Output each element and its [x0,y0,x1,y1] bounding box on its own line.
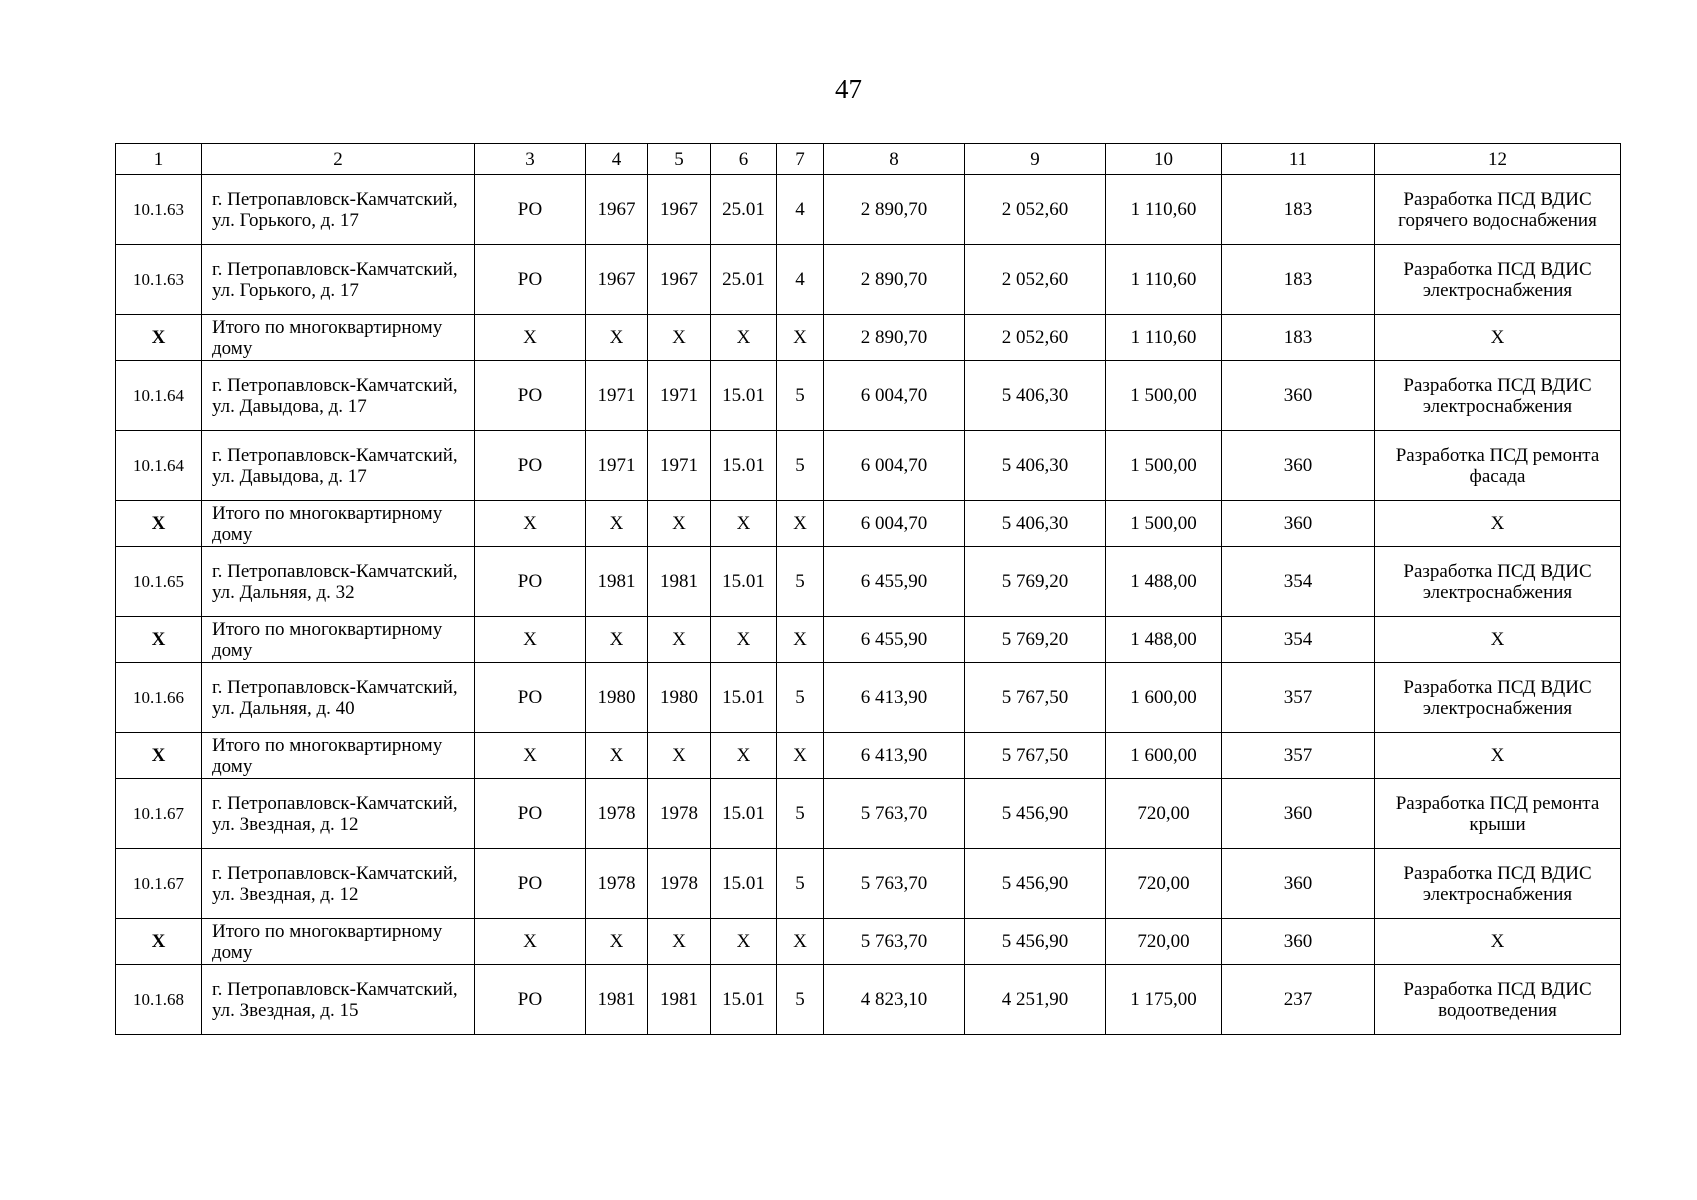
residents-cell: 354 [1222,617,1375,663]
work-description-cell: Х [1375,501,1621,547]
repair-type-cell: РО [475,663,586,733]
year-built-cell: 1981 [586,965,648,1035]
wall-material-cell: 25.01 [711,245,777,315]
total-area-cell: 6 004,70 [824,431,965,501]
address-cell: г. Петропавловск-Камчатский, ул. Звездная, д. 15 [202,965,475,1035]
living-area-cell: 5 406,30 [965,361,1106,431]
year-commissioned-cell: 1971 [648,361,711,431]
address-cell: Итого по многоквартирному дому [202,315,475,361]
year-commissioned-cell: 1978 [648,779,711,849]
work-description-cell: Х [1375,733,1621,779]
address-cell: г. Петропавловск-Камчатский, ул. Давыдова, д. 17 [202,431,475,501]
repair-type-cell: РО [475,245,586,315]
total-area-cell: 6 413,90 [824,733,965,779]
work-description-cell: Разработка ПСД ВДИС электроснабжения [1375,849,1621,919]
total-area-cell: 6 455,90 [824,617,965,663]
nonliving-area-cell: 1 488,00 [1106,617,1222,663]
total-area-cell: 2 890,70 [824,245,965,315]
nonliving-area-cell: 1 600,00 [1106,733,1222,779]
nonliving-area-cell: 1 500,00 [1106,361,1222,431]
address-cell: г. Петропавловск-Камчатский, ул. Дальняя, д. 40 [202,663,475,733]
nonliving-area-cell: 1 500,00 [1106,501,1222,547]
residents-cell: 183 [1222,245,1375,315]
table-row [116,849,1621,919]
nonliving-area-cell: 720,00 [1106,919,1222,965]
wall-material-cell: 15.01 [711,849,777,919]
living-area-cell: 5 406,30 [965,431,1106,501]
residents-cell: 360 [1222,849,1375,919]
year-built-cell: 1981 [586,547,648,617]
wall-material-cell: 25.01 [711,175,777,245]
work-description-cell: Разработка ПСД ВДИС электроснабжения [1375,245,1621,315]
total-area-cell: 6 413,90 [824,663,965,733]
nonliving-area-cell: 720,00 [1106,849,1222,919]
page-number: 47 [835,74,862,104]
column-header: 6 [711,144,777,175]
address-cell: г. Петропавловск-Камчатский, ул. Горького, д. 17 [202,175,475,245]
floors-cell: Х [777,617,824,663]
nonliving-area-cell: 1 500,00 [1106,431,1222,501]
address-cell: г. Петропавловск-Камчатский, ул. Звездная, д. 12 [202,849,475,919]
year-built-cell: 1978 [586,849,648,919]
year-commissioned-cell: Х [648,501,711,547]
living-area-cell: 2 052,60 [965,315,1106,361]
floors-cell: 5 [777,779,824,849]
column-header: 10 [1106,144,1222,175]
nonliving-area-cell: 1 110,60 [1106,315,1222,361]
floors-cell: Х [777,501,824,547]
year-commissioned-cell: 1981 [648,547,711,617]
row-code-cell: Х [116,501,202,547]
year-commissioned-cell: 1967 [648,175,711,245]
row-code-cell: 10.1.63 [116,245,202,315]
row-code-cell: Х [116,919,202,965]
total-row [116,733,1621,779]
floors-cell: 5 [777,547,824,617]
work-description-cell: Х [1375,919,1621,965]
wall-material-cell: 15.01 [711,663,777,733]
year-built-cell: 1967 [586,175,648,245]
living-area-cell: 4 251,90 [965,965,1106,1035]
row-code-cell: Х [116,315,202,361]
year-commissioned-cell: 1978 [648,849,711,919]
residents-cell: 354 [1222,547,1375,617]
repair-type-cell: РО [475,547,586,617]
repair-type-cell: РО [475,361,586,431]
column-header: 12 [1375,144,1621,175]
year-built-cell: 1978 [586,779,648,849]
row-code-cell: 10.1.67 [116,849,202,919]
wall-material-cell: 15.01 [711,361,777,431]
residents-cell: 237 [1222,965,1375,1035]
work-description-cell: Разработка ПСД ВДИС электроснабжения [1375,663,1621,733]
nonliving-area-cell: 1 175,00 [1106,965,1222,1035]
column-header: 8 [824,144,965,175]
table-row [116,663,1621,733]
wall-material-cell: 15.01 [711,431,777,501]
living-area-cell: 2 052,60 [965,175,1106,245]
address-cell: Итого по многоквартирному дому [202,919,475,965]
year-commissioned-cell: 1967 [648,245,711,315]
wall-material-cell: 15.01 [711,547,777,617]
work-description-cell: Разработка ПСД ВДИС электроснабжения [1375,547,1621,617]
living-area-cell: 5 769,20 [965,617,1106,663]
column-header: 5 [648,144,711,175]
column-header: 2 [202,144,475,175]
total-area-cell: 6 004,70 [824,361,965,431]
repair-type-cell: РО [475,431,586,501]
year-commissioned-cell: 1980 [648,663,711,733]
row-code-cell: 10.1.65 [116,547,202,617]
residents-cell: 357 [1222,733,1375,779]
repair-type-cell: РО [475,849,586,919]
work-description-cell: Разработка ПСД ремонта фасада [1375,431,1621,501]
total-area-cell: 2 890,70 [824,315,965,361]
wall-material-cell: 15.01 [711,779,777,849]
year-built-cell: 1980 [586,663,648,733]
residents-cell: 183 [1222,175,1375,245]
column-header: 7 [777,144,824,175]
floors-cell: 5 [777,431,824,501]
table-row [116,965,1621,1035]
repair-type-cell: Х [475,733,586,779]
row-code-cell: 10.1.68 [116,965,202,1035]
floors-cell: 5 [777,361,824,431]
column-header: 3 [475,144,586,175]
row-code-cell: Х [116,733,202,779]
residents-cell: 183 [1222,315,1375,361]
row-code-cell: 10.1.64 [116,361,202,431]
repair-type-cell: РО [475,965,586,1035]
wall-material-cell: Х [711,733,777,779]
floors-cell: 4 [777,245,824,315]
row-code-cell: 10.1.63 [116,175,202,245]
column-header: 4 [586,144,648,175]
floors-cell: Х [777,733,824,779]
column-header: 1 [116,144,202,175]
living-area-cell: 5 767,50 [965,663,1106,733]
total-row [116,919,1621,965]
living-area-cell: 5 767,50 [965,733,1106,779]
floors-cell: Х [777,919,824,965]
floors-cell: 4 [777,175,824,245]
nonliving-area-cell: 1 488,00 [1106,547,1222,617]
total-row [116,315,1621,361]
floors-cell: Х [777,315,824,361]
wall-material-cell: Х [711,315,777,361]
repair-type-cell: Х [475,617,586,663]
address-cell: Итого по многоквартирному дому [202,733,475,779]
row-code-cell: Х [116,617,202,663]
living-area-cell: 2 052,60 [965,245,1106,315]
address-cell: Итого по многоквартирному дому [202,617,475,663]
table-row [116,361,1621,431]
year-commissioned-cell: Х [648,617,711,663]
work-description-cell: Х [1375,315,1621,361]
total-area-cell: 2 890,70 [824,175,965,245]
row-code-cell: 10.1.67 [116,779,202,849]
row-code-cell: 10.1.66 [116,663,202,733]
year-commissioned-cell: Х [648,919,711,965]
nonliving-area-cell: 1 110,60 [1106,175,1222,245]
residents-cell: 360 [1222,919,1375,965]
wall-material-cell: Х [711,919,777,965]
repair-type-cell: Х [475,315,586,361]
year-commissioned-cell: 1971 [648,431,711,501]
year-built-cell: Х [586,315,648,361]
living-area-cell: 5 456,90 [965,779,1106,849]
living-area-cell: 5 456,90 [965,919,1106,965]
living-area-cell: 5 456,90 [965,849,1106,919]
table-body [116,175,1621,1035]
address-cell: г. Петропавловск-Камчатский, ул. Давыдова, д. 17 [202,361,475,431]
wall-material-cell: Х [711,501,777,547]
year-built-cell: Х [586,919,648,965]
floors-cell: 5 [777,663,824,733]
table-row [116,779,1621,849]
address-cell: г. Петропавловск-Камчатский, ул. Дальняя, д. 32 [202,547,475,617]
repair-type-cell: РО [475,779,586,849]
residents-cell: 360 [1222,431,1375,501]
residents-cell: 360 [1222,361,1375,431]
total-area-cell: 4 823,10 [824,965,965,1035]
table-row [116,431,1621,501]
work-description-cell: Разработка ПСД ремонта крыши [1375,779,1621,849]
table-row [116,547,1621,617]
address-cell: г. Петропавловск-Камчатский, ул. Горького, д. 17 [202,245,475,315]
total-row [116,617,1621,663]
year-built-cell: 1971 [586,431,648,501]
repair-type-cell: РО [475,175,586,245]
column-number-header-row [116,144,1621,175]
work-description-cell: Разработка ПСД ВДИС горячего водоснабжения [1375,175,1621,245]
nonliving-area-cell: 720,00 [1106,779,1222,849]
wall-material-cell: 15.01 [711,965,777,1035]
living-area-cell: 5 769,20 [965,547,1106,617]
total-area-cell: 5 763,70 [824,779,965,849]
year-commissioned-cell: 1981 [648,965,711,1035]
total-area-cell: 6 004,70 [824,501,965,547]
table-row [116,175,1621,245]
work-description-cell: Разработка ПСД ВДИС водоотведения [1375,965,1621,1035]
year-built-cell: Х [586,733,648,779]
floors-cell: 5 [777,849,824,919]
year-built-cell: Х [586,617,648,663]
year-commissioned-cell: Х [648,733,711,779]
repair-type-cell: Х [475,919,586,965]
column-header: 11 [1222,144,1375,175]
total-row [116,501,1621,547]
year-built-cell: 1971 [586,361,648,431]
work-description-cell: Х [1375,617,1621,663]
total-area-cell: 5 763,70 [824,919,965,965]
work-description-cell: Разработка ПСД ВДИС электроснабжения [1375,361,1621,431]
row-code-cell: 10.1.64 [116,431,202,501]
residents-cell: 360 [1222,501,1375,547]
year-built-cell: 1967 [586,245,648,315]
year-built-cell: Х [586,501,648,547]
floors-cell: 5 [777,965,824,1035]
total-area-cell: 5 763,70 [824,849,965,919]
total-area-cell: 6 455,90 [824,547,965,617]
column-header: 9 [965,144,1106,175]
table-row [116,245,1621,315]
repair-type-cell: Х [475,501,586,547]
year-commissioned-cell: Х [648,315,711,361]
living-area-cell: 5 406,30 [965,501,1106,547]
residents-cell: 357 [1222,663,1375,733]
wall-material-cell: Х [711,617,777,663]
address-cell: Итого по многоквартирному дому [202,501,475,547]
residents-cell: 360 [1222,779,1375,849]
address-cell: г. Петропавловск-Камчатский, ул. Звездная, д. 12 [202,779,475,849]
nonliving-area-cell: 1 110,60 [1106,245,1222,315]
capital-repair-table [115,143,1621,1035]
nonliving-area-cell: 1 600,00 [1106,663,1222,733]
